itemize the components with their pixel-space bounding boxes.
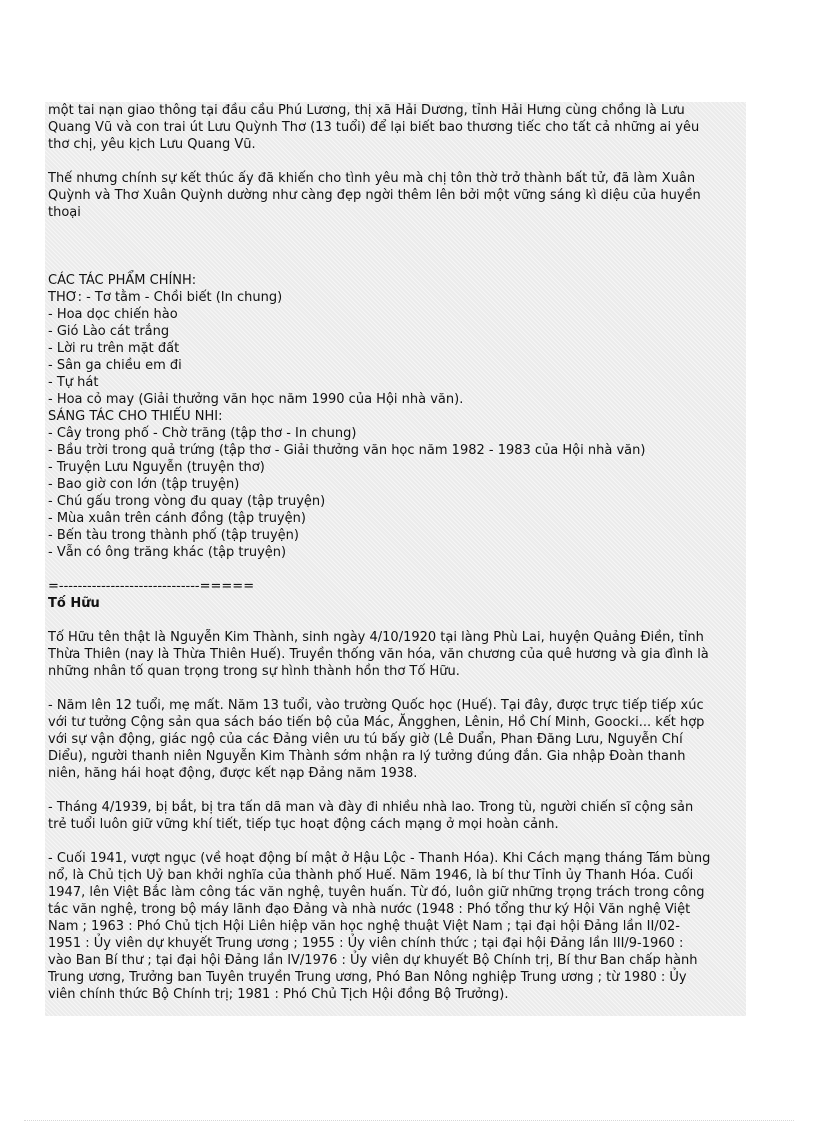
- children-title: SÁNG TÁC CHO THIẾU NHI:: [48, 409, 223, 424]
- text-line: 1947, lên Việt Bắc làm công tác văn nghệ, tuyên huấn. Từ đó, luôn giữ những trọng trách trong công: [48, 885, 705, 900]
- to-huu-paragraph-1: [48, 629, 746, 680]
- text-line: trẻ tuổi luôn giữ vững khí tiết, tiếp tục hoạt động cách mạng ở mọi hoàn cảnh.: [48, 817, 559, 832]
- children-item: - Chú gấu trong vòng đu quay (tập truyện): [48, 494, 326, 509]
- poetry-item: - Lời ru trên mặt đất: [48, 341, 180, 356]
- text-line: Quỳnh và Thơ Xuân Quỳnh dường như càng đẹp ngời thêm lên bởi một vững sáng kì diệu của huyền: [48, 188, 701, 203]
- text-line: - Tháng 4/1939, bị bắt, bị tra tấn dã man và đày đi nhiều nhà lao. Trong tù, người chiến sĩ cộng sản: [48, 800, 694, 815]
- text-line: - Cuối 1941, vượt ngục (về hoạt động bí mật ở Hậu Lộc - Thanh Hóa). Khi Cách mạng tháng Tám bùng: [48, 851, 711, 866]
- children-item: - Bao giờ con lớn (tập truyện): [48, 477, 240, 492]
- text-line: Diểu), người thanh niên Nguyễn Kim Thành sớm nhận ra lý tưởng đúng đắn. Gia nhập Đoàn thanh: [48, 749, 686, 764]
- children-item: - Truyện Lưu Nguyễn (truyện thơ): [48, 460, 265, 475]
- text-line: niên, hăng hái hoạt động, được kết nạp Đảng năm 1938.: [48, 766, 418, 781]
- text-line: tác văn nghệ, trong bộ máy lãnh đạo Đảng và nhà nước (1948 : Phó tổng thư ký Hội Văn nghệ Việt: [48, 902, 691, 917]
- children-item: - Bầu trời trong quả trứng (tập thơ - Giải thưởng văn học năm 1982 - 1983 của Hội nhà văn): [48, 443, 646, 458]
- section-heading: Tố Hữu: [48, 596, 100, 611]
- text-line: Trung ương, Trưởng ban Tuyên truyền Trung ương, Phó Ban Nông nghiệp Trung ương ; từ 1980 : Ủy: [48, 970, 687, 985]
- poetry-item: - Hoa cỏ may (Giải thưởng văn học năm 1990 của Hội nhà văn).: [48, 392, 464, 407]
- conclusion-paragraph: [48, 170, 746, 221]
- section-divider: =------------------------------=====: [48, 579, 255, 594]
- text-line: viên chính thức Bộ Chính trị; 1981 : Phó Chủ Tịch Hội đồng Bộ Trưởng).: [48, 987, 509, 1002]
- text-line: Quang Vũ và con trai út Lưu Quỳnh Thơ (13 tuổi) để lại biết bao thương tiếc cho tất cả những ai yêu: [48, 120, 700, 135]
- text-line: - Năm lên 12 tuổi, mẹ mất. Năm 13 tuổi, vào trường Quốc học (Huế). Tại đây, được trực tiếp tiếp xúc: [48, 698, 704, 713]
- text-line: 1951 : Ủy viên dự khuyết Trung ương ; 1955 : Ủy viên chính thức ; tại đại hội Đảng lần III/9-1960 :: [48, 936, 684, 951]
- text-line: Nam ; 1963 : Phó Chủ tịch Hội Liên hiệp văn học nghệ thuật Việt Nam ; tại đại hội Đảng lần II/02-: [48, 919, 680, 934]
- works-section: [48, 272, 746, 561]
- poetry-item: - Tự hát: [48, 375, 99, 390]
- page-bottom-border: [24, 1120, 794, 1122]
- works-title: CÁC TÁC PHẨM CHÍNH:: [48, 273, 197, 288]
- text-line: với tư tưởng Cộng sản qua sách báo tiến bộ của Mác, Ăngghen, Lênin, Hồ Chí Minh, Goocki... kết hợp: [48, 715, 705, 730]
- to-huu-paragraph-3: [48, 799, 746, 833]
- poetry-item: - Hoa dọc chiến hào: [48, 307, 178, 322]
- text-line: Thế nhưng chính sự kết thúc ấy đã khiến cho tình yêu mà chị tôn thờ trở thành bất tử, đã làm Xuân: [48, 171, 696, 186]
- poetry-line: THƠ: - Tơ tằm - Chồi biết (In chung): [48, 290, 283, 305]
- document-text: [48, 102, 746, 1003]
- text-line: những nhân tố quan trọng trong sự hình thành hồn thơ Tố Hữu.: [48, 664, 460, 679]
- poetry-item: - Gió Lào cát trắng: [48, 324, 170, 339]
- to-huu-paragraph-4: [48, 850, 746, 1003]
- text-line: với sự vận động, giác ngộ của các Đảng viên ưu tú bấy giờ (Lê Duẩn, Phan Đăng Lưu, Nguyễn Chí: [48, 732, 683, 747]
- intro-paragraph: [48, 102, 746, 153]
- document-page-block: [45, 102, 746, 1016]
- children-item: - Vẫn có ông trăng khác (tập truyện): [48, 545, 287, 560]
- text-line: vào Ban Bí thư ; tại đại hội Đảng lần IV/1976 : Ủy viên dự khuyết Bộ Chính trị, Bí thư Ban chấp hành: [48, 953, 698, 968]
- children-item: - Mùa xuân trên cánh đồng (tập truyện): [48, 511, 306, 526]
- text-line: một tai nạn giao thông tại đầu cầu Phú Lương, thị xã Hải Dương, tỉnh Hải Hưng cùng chồng là Lưu: [48, 103, 685, 118]
- text-line: thoại: [48, 205, 81, 220]
- text-line: thơ chị, yêu kịch Lưu Quang Vũ.: [48, 137, 256, 152]
- text-line: Thừa Thiên (nay là Thừa Thiên Huế). Truyền thống văn hóa, văn chương của quê hương và gia đình là: [48, 647, 709, 662]
- text-line: nổ, là Chủ tịch Uỷ ban khởi nghĩa của thành phố Huế. Năm 1946, là bí thư Tỉnh ủy Thanh Hóa. Cuối: [48, 868, 694, 883]
- poetry-item: - Sân ga chiều em đi: [48, 358, 182, 373]
- to-huu-paragraph-2: [48, 697, 746, 782]
- children-item: - Cây trong phố - Chờ trăng (tập thơ - In chung): [48, 426, 357, 441]
- children-item: - Bến tàu trong thành phố (tập truyện): [48, 528, 299, 543]
- text-line: Tố Hữu tên thật là Nguyễn Kim Thành, sinh ngày 4/10/1920 tại làng Phù Lai, huyện Quảng Điền, tỉnh: [48, 630, 704, 645]
